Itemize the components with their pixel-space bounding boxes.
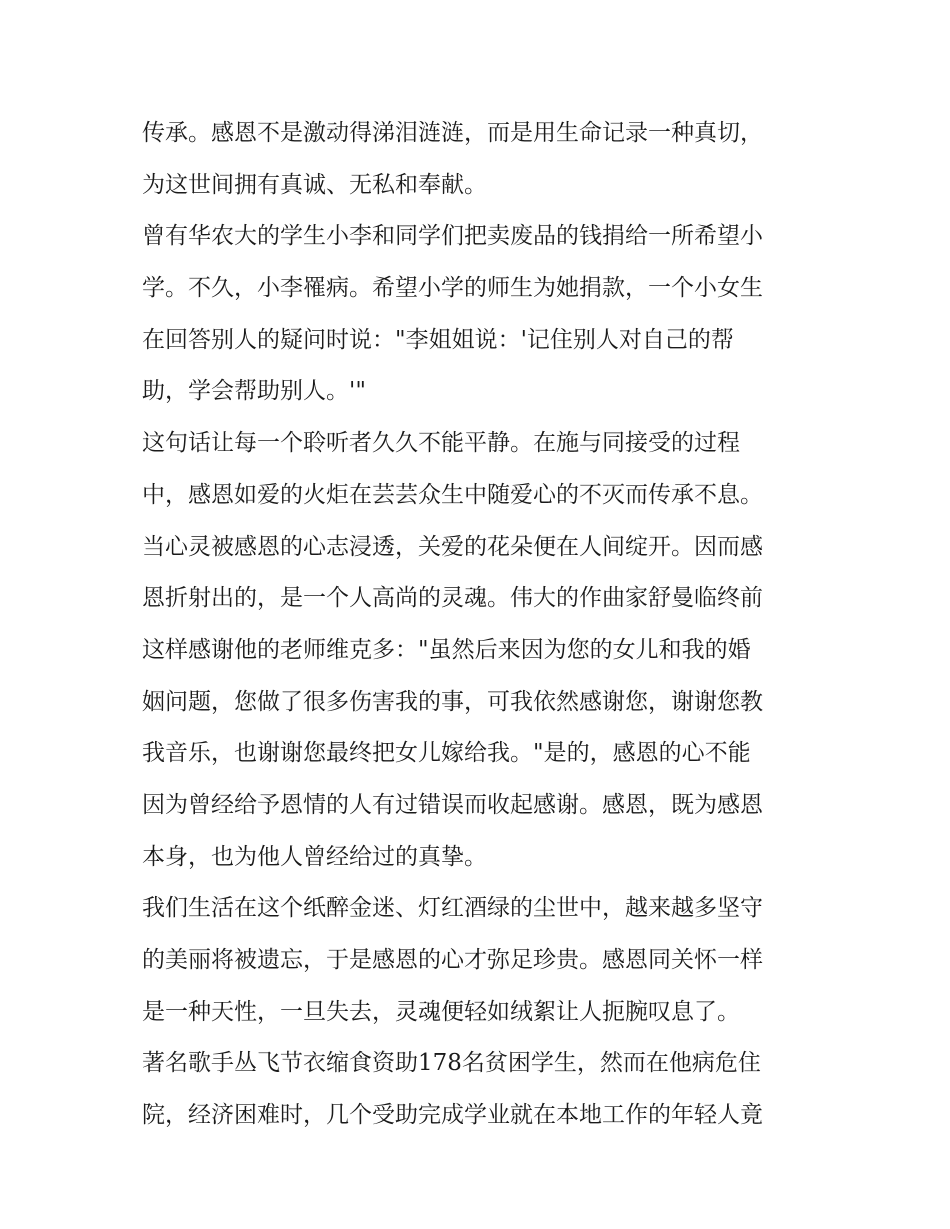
text-line: 院，经济困难时，几个受助完成学业就在本地工作的年轻人竟 [142,1102,763,1129]
text-line: 的美丽将被遗忘，于是感恩的心才弥足珍贵。感恩同关怀一样 [142,947,763,973]
text-line: 传承。感恩不是激动得涕泪涟涟，而是用生命记录一种真切， [142,120,763,146]
text-line: 中，感恩如爱的火炬在芸芸众生中随爱心的不灭而传承不息。 [142,481,763,508]
text-line: 本身，也为他人曾经给过的真挚。 [142,843,487,870]
text-line: 曾有华农大的学生小李和同学们把卖废品的钱捐给一所希望小 [142,223,763,250]
text-line: 助，学会帮助别人。'" [142,378,366,405]
text-line: 恩折射出的，是一个人高尚的灵魂。伟大的作曲家舒曼临终前 [142,585,763,612]
text-line: 是一种天性，一旦失去，灵魂便轻如绒絮让人扼腕叹息了。 [142,998,740,1025]
text-line: 这样感谢他的老师维克多："虽然后来因为您的女儿和我的婚 [142,636,751,663]
text-line: 在回答别人的疑问时说："李姐姐说：'记住别人对自己的帮 [142,326,734,353]
body-text [142,108,822,1142]
text-line: 因为曾经给予恩情的人有过错误而收起感谢。感恩，既为感恩 [142,791,763,818]
text-line: 当心灵被感恩的心志浸透，关爱的花朵便在人间绽开。因而感 [142,533,763,560]
text-line: 为这世间拥有真诚、无私和奉献。 [142,171,487,198]
text-line: 我音乐，也谢谢您最终把女儿嫁给我。"是的，感恩的心不能 [142,740,751,767]
text-line: 这句话让每一个聆听者久久不能平静。在施与同接受的过程 [142,430,740,457]
text-line: 我们生活在这个纸醉金迷、灯红酒绿的尘世中，越来越多坚守 [142,895,763,922]
text-line: 著名歌手丛飞节衣缩食资助178名贫困学生，然而在他病危住 [142,1050,761,1077]
text-line: 学。不久，小李罹病。希望小学的师生为她捐款，一个小女生 [142,275,763,302]
text-line: 姻问题，您做了很多伤害我的事，可我依然感谢您，谢谢您教 [142,688,763,715]
